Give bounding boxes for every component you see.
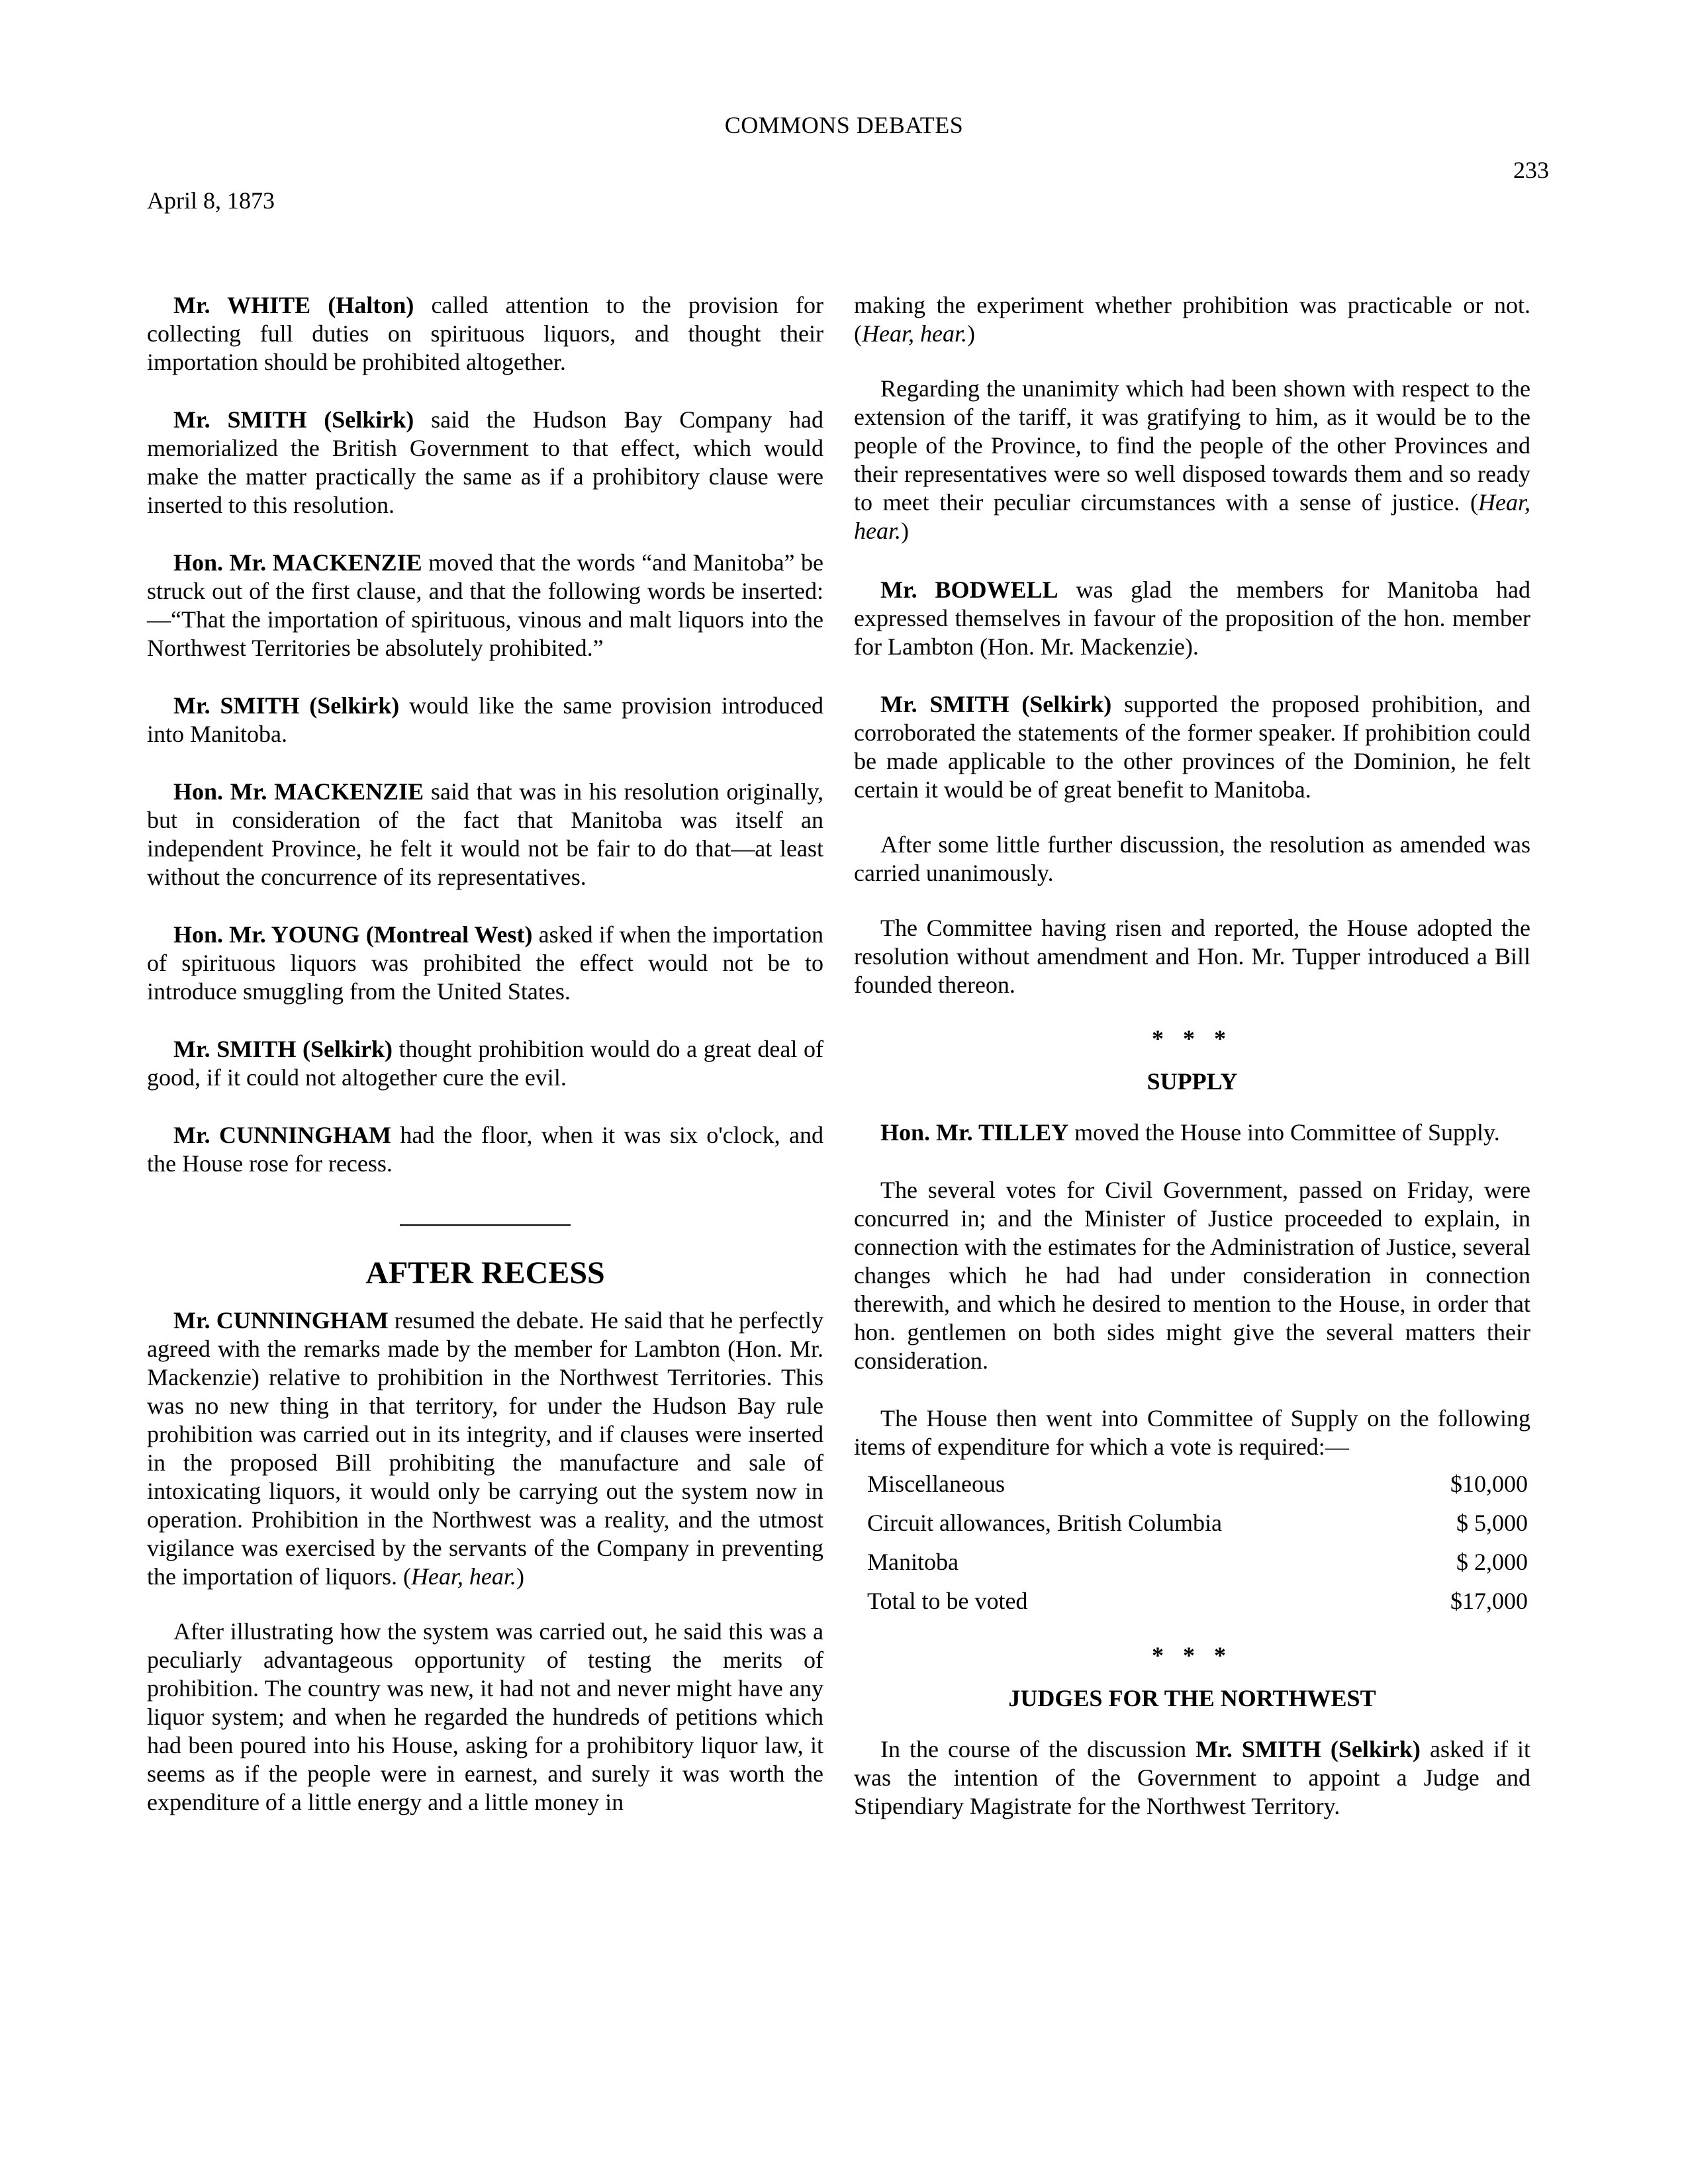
table-row — [854, 1586, 1530, 1625]
paragraph-text: had the floor, when it was six o'clock, and the House rose for recess. — [147, 1122, 823, 1177]
paragraph-text: The House then went into Committee of Supply on the following items of expenditure for which a vote is required:— — [854, 1405, 1530, 1460]
paragraph — [854, 576, 1530, 661]
paragraph — [854, 1735, 1530, 1821]
speaker-name: Mr. SMITH (Selkirk) — [1196, 1736, 1421, 1762]
table-cell-item: Total to be voted — [867, 1588, 1028, 1614]
paragraph — [147, 692, 823, 749]
section-heading: AFTER RECESS — [365, 1255, 605, 1291]
paragraph-text: moved that the words “and Manitoba” be struck out of the first clause, and that the following words be inserted:—“That the importation of spirituous, vinous and malt liquors into the Northwest Territories be absolutely prohibited.” — [147, 549, 824, 661]
paragraph — [147, 549, 823, 662]
paragraph-text: asked if when the importation of spirituous liquors was prohibited the effect would not be to introduce smuggling from the United States. — [147, 921, 824, 1005]
heading-supply: SUPPLY — [1147, 1068, 1238, 1095]
paragraph — [147, 291, 823, 377]
interjection: Hear, hear. — [862, 320, 967, 347]
table-row — [854, 1508, 1530, 1547]
paragraph-text: called attention to the provision for collecting full duties on spirituous liquors, and thought their importation should be prohibited altogether. — [147, 292, 823, 375]
speaker-name: Mr. SMITH (Selkirk) — [880, 691, 1112, 717]
paragraph — [854, 1404, 1530, 1461]
table-cell-amount: $17,000 — [1450, 1588, 1528, 1614]
paragraph-text-end: ) — [516, 1563, 524, 1590]
paragraph — [854, 375, 1530, 545]
section-divider — [400, 1224, 571, 1226]
speaker-name: Mr. SMITH (Selkirk) — [173, 692, 400, 719]
paragraph-text: After some little further discussion, the resolution as amended was carried unanimously. — [854, 831, 1530, 886]
speaker-name: Mr. BODWELL — [880, 576, 1058, 603]
speaker-name: Mr. SMITH (Selkirk) — [173, 1036, 393, 1062]
paragraph-text: resumed the debate. He said that he perfectly agreed with the remarks made by the member for Lambton (Hon. Mr. Mackenzie) relative to prohibition in the Northwest Territories. This was no new thing in that territory, for under the Hudson Bay rule prohibition was carried out in its integrity, and if clauses were inserted in the proposed Bill prohibiting the manufacture and sale of intoxicating liquors, it would only be carrying out the system now in operation. Prohibition in the Northwest was a reality, and the utmost vigilance was exercised by the servants of the Company in preventing the importation of liquors. ( — [147, 1307, 824, 1590]
paragraph — [854, 831, 1530, 887]
table-cell-item: Miscellaneous — [867, 1471, 1005, 1497]
paragraph-text-start: In the course of the discussion — [880, 1736, 1196, 1762]
paragraph-text: would like the same provision introduced into Manitoba. — [147, 692, 823, 747]
speaker-name: Mr. SMITH (Selkirk) — [173, 406, 414, 433]
speaker-name: Mr. CUNNINGHAM — [173, 1122, 391, 1148]
paragraph-text: After illustrating how the system was carried out, he said this was a peculiarly advantageous opportunity of testing the merits of prohibition. The country was new, it had not and never might have any liquor system; and when he regarded the hundreds of petitions which had been poured into his House, asking for a prohibitory liquor law, it seems as if the people were in earnest, and surely it was worth the expenditure of a little energy and a little money in — [147, 1618, 823, 1815]
paragraph-text: was glad the members for Manitoba had expressed themselves in favour of the proposition of the hon. member for Lambton (Hon. Mr. Mackenzie). — [854, 576, 1530, 660]
speaker-name: Mr. CUNNINGHAM — [173, 1307, 389, 1334]
table-cell-amount: $ 5,000 — [1456, 1510, 1528, 1536]
paragraph — [147, 1306, 823, 1591]
left-column — [147, 291, 823, 1843]
paragraph — [147, 921, 823, 1006]
table-row — [854, 1547, 1530, 1586]
interjection: Hear, hear. — [410, 1563, 516, 1590]
paragraph-text: asked if it was the intention of the Government to appoint a Judge and Stipendiary Magistrate for the Northwest Territory. — [854, 1736, 1531, 1819]
paragraph-text: said the Hudson Bay Company had memorialized the British Government to that effect, which would make the matter practically the same as if a prohibitory clause were inserted to this resolution. — [147, 406, 823, 518]
paragraph — [147, 1121, 823, 1178]
paragraph — [147, 778, 823, 891]
paragraph — [147, 1617, 823, 1817]
paragraph-text: said that was in his resolution originally, but in consideration of the fact that Manitoba was itself an independent Province, he felt it would not be fair to do that—at least without the concurrence of its representatives. — [147, 778, 823, 890]
interjection: Hear, hear. — [854, 489, 1530, 544]
speaker-name: Hon. Mr. TILLEY — [880, 1119, 1069, 1146]
running-head: COMMONS DEBATES — [724, 112, 964, 138]
page-date: April 8, 1873 — [147, 187, 275, 214]
speaker-name: Hon. Mr. MACKENZIE — [173, 778, 424, 805]
speaker-name: Hon. Mr. YOUNG (Montreal West) — [173, 921, 533, 948]
paragraph — [854, 1118, 1530, 1147]
paragraph — [854, 914, 1530, 999]
paragraph-text: moved the House into Committee of Supply. — [1068, 1119, 1500, 1146]
table-cell-amount: $ 2,000 — [1456, 1549, 1528, 1575]
paragraph-text-end: ) — [967, 320, 975, 347]
table-cell-item: Manitoba — [867, 1549, 959, 1575]
paragraph-text: thought prohibition would do a great deal of good, if it could not altogether cure the evil. — [147, 1036, 823, 1091]
paragraph — [854, 690, 1530, 804]
section-separator-stars: * * * — [1152, 1642, 1233, 1668]
table-row — [854, 1469, 1530, 1508]
paragraph-text: making the experiment whether prohibition was practicable or not. ( — [854, 292, 1530, 347]
paragraph-text: Regarding the unanimity which had been shown with respect to the extension of the tariff, it was gratifying to him, as it would be to the people of the Province, to find the people of the other Provinces and their representatives were so well disposed towards them and so ready to meet their peculiar circumstances with a sense of justice. ( — [854, 375, 1530, 516]
section-separator-stars: * * * — [1152, 1025, 1233, 1052]
paragraph — [854, 291, 1530, 348]
heading-judges: JUDGES FOR THE NORTHWEST — [1008, 1685, 1376, 1711]
right-column — [854, 291, 1530, 1847]
supply-table — [854, 1469, 1530, 1625]
paragraph — [147, 1035, 823, 1092]
page-number: 233 — [1513, 157, 1549, 183]
paragraph-text: The Committee having risen and reported, the House adopted the resolution without amendment and Hon. Mr. Tupper introduced a Bill founded thereon. — [854, 915, 1530, 998]
table-cell-item: Circuit allowances, British Columbia — [867, 1510, 1222, 1536]
speaker-name: Mr. WHITE (Halton) — [173, 292, 414, 318]
paragraph — [147, 406, 823, 520]
paragraph — [854, 1176, 1530, 1375]
table-cell-amount: $10,000 — [1450, 1471, 1528, 1497]
paragraph-text: The several votes for Civil Government, passed on Friday, were concurred in; and the Minister of Justice proceeded to explain, in connection with the estimates for the Administration of Justice, several changes which he had had under consideration in connection therewith, and which he desired to mention to the House, in order that hon. gentlemen on both sides might give the several matters their consideration. — [854, 1177, 1530, 1374]
speaker-name: Hon. Mr. MACKENZIE — [173, 549, 422, 576]
paragraph-text-end: ) — [901, 518, 909, 544]
paragraph-text: supported the proposed prohibition, and corroborated the statements of the former speaker. If prohibition could be made applicable to the other provinces of the Dominion, he felt certain it would be of great benefit to Manitoba. — [854, 691, 1530, 803]
